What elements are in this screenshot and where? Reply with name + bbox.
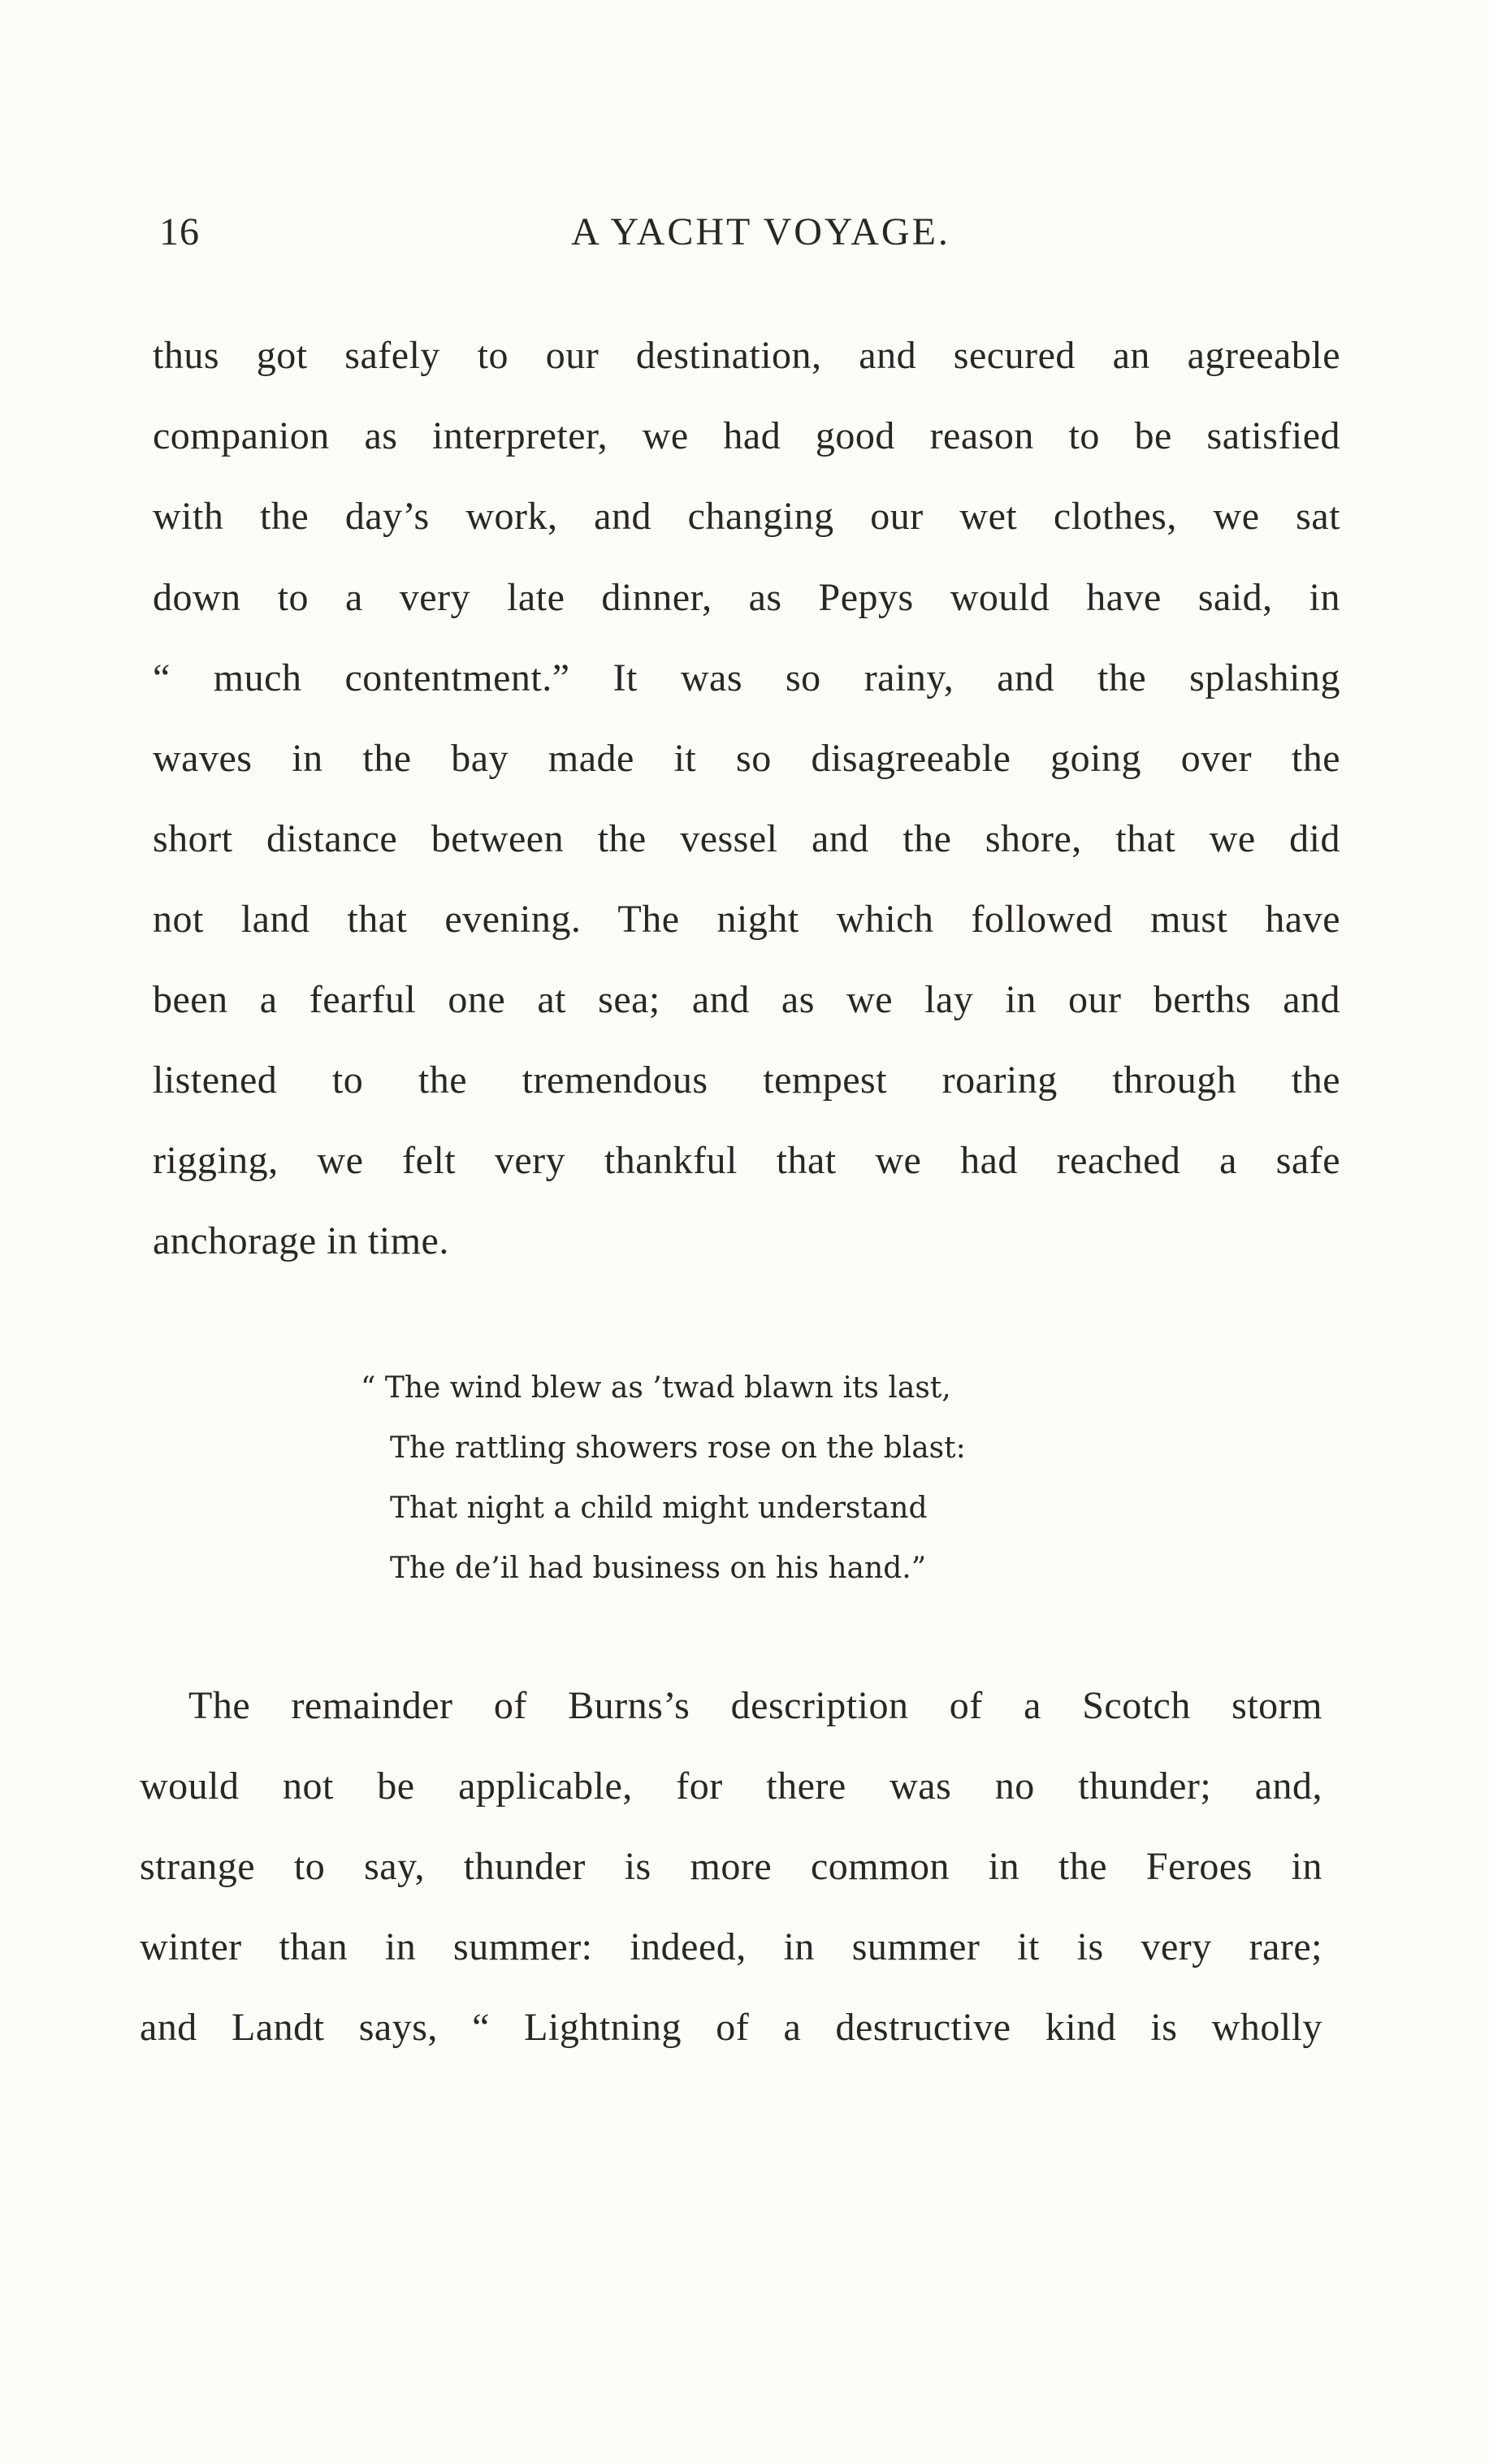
text-line: been a fearful one at sea; and as we lay in our berths and	[153, 978, 1340, 1021]
text-line: not land that evening. The night which followed must have	[153, 898, 1340, 941]
text-line: rigging, we felt very thankful that we had reached a safe	[153, 1139, 1340, 1182]
text-line: strange to say, thunder is more common in the Feroes in	[140, 1845, 1322, 1888]
text-line: with the day’s work, and changing our wet clothes, we sat	[153, 495, 1340, 538]
page-number: 16	[159, 210, 200, 253]
text-line: listened to the tremendous tempest roaring through the	[153, 1059, 1340, 1102]
verse-line: The rattling showers rose on the blast:	[390, 1431, 966, 1465]
text-line: “ much contentment.” It was so rainy, and the splashing	[153, 656, 1340, 699]
text-line: The remainder of Burns’s description of a Scotch storm	[188, 1684, 1322, 1727]
text-line: thus got safely to our destination, and secured an agreeable	[153, 334, 1340, 377]
text-line: and Landt says, “ Lightning of a destructive kind is wholly	[140, 2006, 1322, 2049]
text-line: companion as interpreter, we had good reason to be satisfied	[153, 414, 1340, 457]
text-line: anchorage in time.	[153, 1219, 449, 1262]
text-line: would not be applicable, for there was no thunder; and,	[140, 1765, 1322, 1808]
verse-line: “ The wind blew as ’twad blawn its last,	[361, 1371, 951, 1405]
verse-line: That night a child might understand	[390, 1492, 928, 1525]
text-line: short distance between the vessel and the shore, that we did	[153, 817, 1340, 860]
text-line: down to a very late dinner, as Pepys would have said, in	[153, 576, 1340, 619]
verse-line: The de’il had business on his hand.”	[390, 1552, 927, 1585]
text-line: winter than in summer: indeed, in summer it is very rare;	[140, 1925, 1322, 1968]
running-title: A YACHT VOYAGE.	[571, 210, 950, 253]
running-head	[0, 210, 1489, 258]
text-line: waves in the bay made it so disagreeable going over the	[153, 737, 1340, 780]
